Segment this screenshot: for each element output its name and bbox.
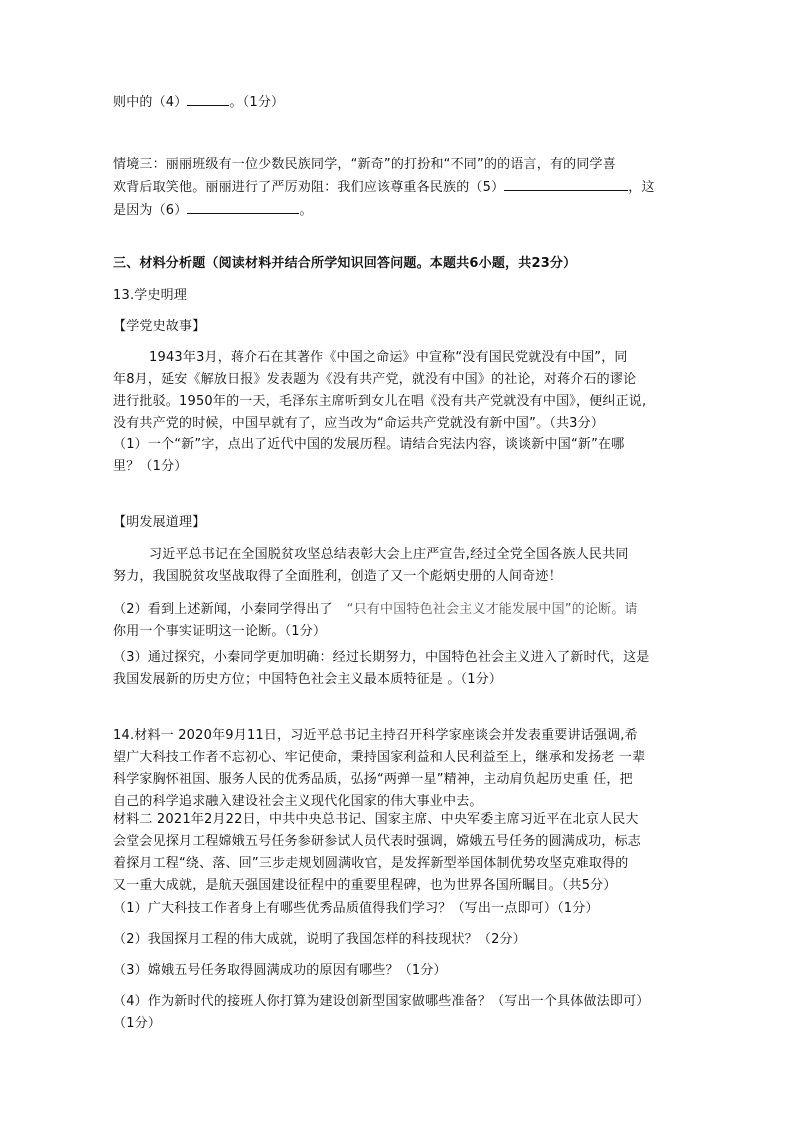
- answer-line-4: 则中的（4） 。（1分）: [113, 91, 683, 114]
- development-text: 习近平总书记在全国脱贫攻坚总结表彰大会上庄严宣告,经过全党全国各族人民共同 努力，我国脱贫攻坚战取得了全面胜利，创造了又一个彪炳史册的人间奇迹！: [113, 547, 629, 584]
- q14-material-2: 材料二 2021年2月22日，中共中央总书记、国家主席、中央军委主席习近平在北京人民大 会堂会见探月工程嫦娥五号任务参研参试人员代表时强调，嫦娥五号任务的圆满成功，标志 着探月工程“绕、落、回”三步走规划圆满收官，是发挥新型举国体制优势攻坚克难取得的 又一重大成就，是航天强国建设征程中的重要里程碑，也为世界各国所瞩目。（共5分）: [113, 812, 642, 893]
- q14-sub3: （3）嫦娥五号任务取得圆满成功的原因有哪些？（1分）: [113, 963, 447, 978]
- q14-sub4: （4）作为新时代的接班人你打算为建设创新型国家做哪些准备？（写出一个具体做法即可） （1分）: [113, 994, 650, 1031]
- section-3-heading: 三、材料分析题（阅读材料并结合所学知识回答问题。本题共6小题，共23分）: [113, 256, 577, 271]
- blank-5[interactable]: [504, 176, 628, 191]
- q14-sub1: （1）广大科技工作者身上有哪些优秀品质值得我们学习？（写出一点即可）（1分）: [113, 901, 599, 916]
- development-heading: 【明发展道理】: [113, 515, 206, 530]
- q13-sub1: （1）一个“新”字，点出了近代中国的发展历程。请结合宪法内容，谈谈新中国“新”在哪 里？（1分）: [113, 437, 625, 474]
- q13-sub2: （2）看到上述新闻，小秦同学得出了 “只有中国特色社会主义才能发展中国”的论断。请 你用一个事实证明这一论断。（1分）: [113, 602, 638, 639]
- q13-title: 13.学史明理: [113, 288, 188, 303]
- situation-3: 情境三：丽丽班级有一位少数民族同学，“新奇”的打扮和“不同”的的语言，有的同学喜 欢背后取笑他。丽丽进行了严厉劝阻：我们应该尊重各民族的（5） ，这 是因为（6） 。: [113, 157, 655, 218]
- party-history-heading: 【学党史故事】: [113, 319, 206, 334]
- q13-sub3: （3）通过探究，小秦同学更加明确：经过长期努力，中国特色社会主义进入了新时代，这是 我国发展新的历史方位；中国特色社会主义最本质特征是 。（1分）: [113, 650, 650, 687]
- q14-sub2: （2）我国探月工程的伟大成就，说明了我国怎样的科技现状？（2分）: [113, 932, 526, 947]
- q14-material-1: 14.材料一 2020年9月11日，习近平总书记主持召开科学家座谈会并发表重要讲话强调,希 望广大科技工作者不忘初心、牢记使命，秉持国家利益和人民利益至上，继承和发扬老 一辈 科学家胸怀祖国、服务人民的优秀品质，弘扬“两弹一星”精神，主动肩负起历史重 任，把 自己的科学追求融入建设社会主义现代化国家的伟大事业中去。: [113, 728, 646, 809]
- party-history-story: 1943年3月，蒋介石在其著作《中国之命运》中宣称“没有国民党就没有中国”，同 年8月，延安《解放日报》发表题为《没有共产党，就没有中国》的社论，对蒋介石的谬论 进行批驳。1950年的一天，毛泽东主席听到女儿在唱《没有共产党就没有中国》，便纠正说, 没有共产党的时候，中国早就有了，应当改为“命运共产党就没有新中国”。（共3分）: [113, 350, 647, 431]
- blank-6[interactable]: [187, 199, 299, 214]
- blank-4[interactable]: [187, 91, 229, 106]
